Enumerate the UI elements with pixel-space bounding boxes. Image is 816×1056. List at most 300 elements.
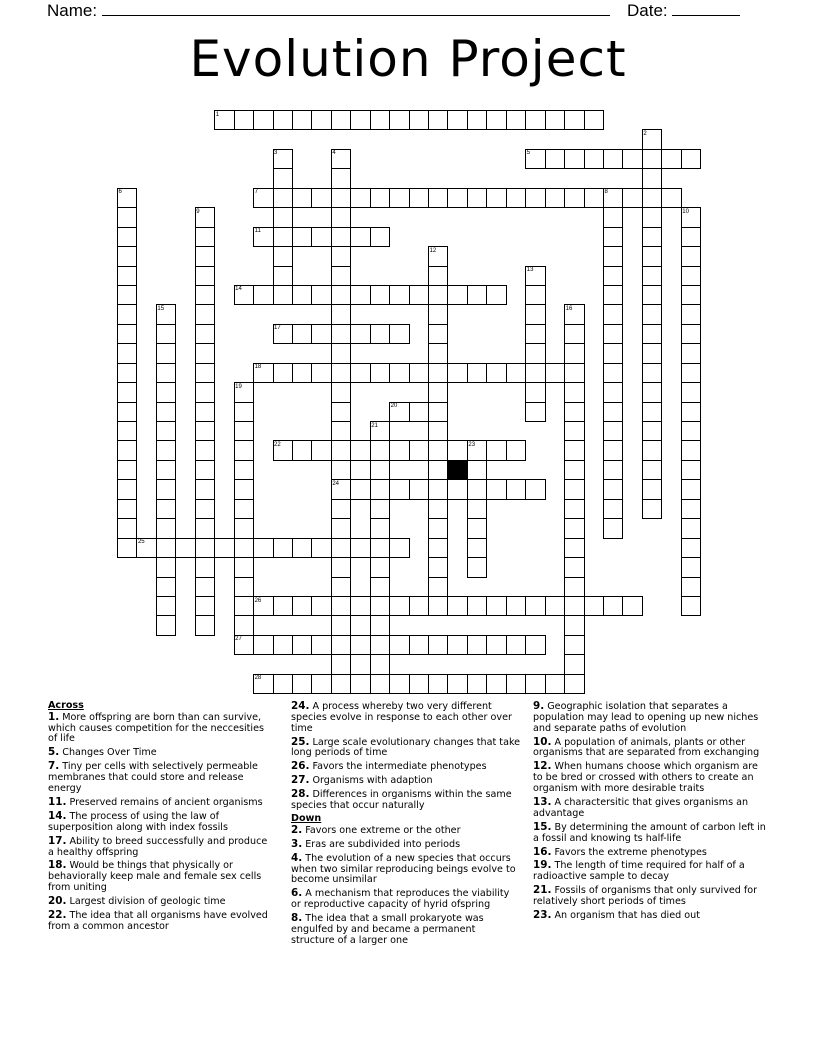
grid-cell[interactable] (370, 577, 390, 597)
grid-cell[interactable] (234, 538, 254, 558)
grid-cell[interactable] (564, 382, 584, 402)
grid-cell[interactable] (564, 674, 584, 694)
grid-cell[interactable] (681, 149, 701, 169)
grid-cell[interactable] (370, 188, 390, 208)
grid-cell[interactable] (428, 460, 448, 480)
grid-cell[interactable] (642, 382, 662, 402)
grid-cell[interactable] (234, 479, 254, 499)
grid-cell[interactable] (525, 110, 545, 130)
grid-cell[interactable] (292, 363, 312, 383)
grid-cell[interactable] (331, 227, 351, 247)
grid-cell[interactable] (428, 382, 448, 402)
grid-cell[interactable] (661, 149, 681, 169)
grid-cell[interactable] (564, 110, 584, 130)
grid-cell[interactable] (370, 440, 390, 460)
grid-cell[interactable] (311, 285, 331, 305)
grid-cell[interactable] (350, 227, 370, 247)
grid-cell[interactable] (681, 499, 701, 519)
grid-cell[interactable] (681, 440, 701, 460)
grid-cell[interactable] (447, 110, 467, 130)
grid-cell[interactable] (156, 615, 176, 635)
grid-cell[interactable] (292, 227, 312, 247)
grid-cell[interactable] (447, 674, 467, 694)
grid-cell[interactable] (370, 615, 390, 635)
grid-cell[interactable] (370, 635, 390, 655)
grid-cell[interactable] (681, 402, 701, 422)
grid-cell[interactable] (525, 402, 545, 422)
grid-cell[interactable] (292, 596, 312, 616)
grid-cell[interactable] (389, 479, 409, 499)
grid-cell[interactable] (311, 674, 331, 694)
grid-cell[interactable] (273, 596, 293, 616)
grid-cell[interactable] (642, 324, 662, 344)
grid-cell[interactable] (603, 363, 623, 383)
grid-cell[interactable] (525, 635, 545, 655)
grid-cell[interactable] (273, 285, 293, 305)
grid-cell[interactable] (428, 304, 448, 324)
grid-cell[interactable] (292, 285, 312, 305)
grid-cell[interactable] (409, 110, 429, 130)
grid-cell[interactable] (117, 460, 137, 480)
grid-cell[interactable] (234, 460, 254, 480)
grid-cell[interactable] (681, 363, 701, 383)
grid-cell[interactable] (389, 324, 409, 344)
grid-cell[interactable] (681, 479, 701, 499)
grid-cell[interactable] (273, 538, 293, 558)
grid-cell[interactable] (681, 596, 701, 616)
grid-cell[interactable] (253, 110, 273, 130)
grid-cell[interactable] (545, 188, 565, 208)
grid-cell[interactable] (234, 440, 254, 460)
grid-cell[interactable] (428, 479, 448, 499)
grid-cell[interactable] (428, 324, 448, 344)
grid-cell[interactable] (331, 557, 351, 577)
grid-cell[interactable] (467, 635, 487, 655)
grid-cell[interactable] (603, 440, 623, 460)
grid-cell[interactable] (253, 635, 273, 655)
grid-cell[interactable] (311, 188, 331, 208)
grid-cell[interactable] (195, 440, 215, 460)
grid-cell[interactable] (195, 246, 215, 266)
grid-cell[interactable] (370, 460, 390, 480)
grid-cell[interactable] (117, 343, 137, 363)
grid-cell[interactable] (603, 324, 623, 344)
grid-cell[interactable] (117, 207, 137, 227)
grid-cell[interactable] (370, 596, 390, 616)
grid-cell[interactable] (447, 440, 467, 460)
grid-cell[interactable] (409, 674, 429, 694)
grid-cell[interactable] (331, 110, 351, 130)
grid-cell[interactable] (642, 285, 662, 305)
grid-cell[interactable] (622, 149, 642, 169)
grid-cell[interactable] (564, 577, 584, 597)
grid-cell[interactable] (273, 227, 293, 247)
grid-cell[interactable] (195, 421, 215, 441)
grid-cell[interactable] (370, 518, 390, 538)
grid-cell[interactable] (506, 674, 526, 694)
grid-cell[interactable] (234, 110, 254, 130)
grid-cell[interactable] (234, 615, 254, 635)
grid-cell[interactable] (350, 596, 370, 616)
grid-cell[interactable] (311, 635, 331, 655)
grid-cell[interactable] (525, 304, 545, 324)
grid-cell[interactable] (292, 188, 312, 208)
grid-cell[interactable] (234, 421, 254, 441)
grid-cell[interactable] (603, 518, 623, 538)
grid-cell[interactable] (564, 635, 584, 655)
grid-cell[interactable] (681, 421, 701, 441)
grid-cell[interactable] (525, 596, 545, 616)
grid-cell[interactable] (389, 188, 409, 208)
grid-cell[interactable] (428, 110, 448, 130)
grid-cell[interactable] (486, 674, 506, 694)
grid-cell[interactable] (350, 285, 370, 305)
grid-cell[interactable] (564, 343, 584, 363)
grid-cell[interactable] (642, 246, 662, 266)
grid-cell[interactable] (525, 343, 545, 363)
grid-cell[interactable] (603, 227, 623, 247)
grid-cell[interactable] (331, 654, 351, 674)
grid-cell[interactable] (467, 674, 487, 694)
grid-cell[interactable] (195, 304, 215, 324)
grid-cell[interactable] (331, 538, 351, 558)
grid-cell[interactable] (603, 207, 623, 227)
grid-cell[interactable] (117, 538, 137, 558)
grid-cell[interactable] (195, 557, 215, 577)
grid-cell[interactable] (156, 518, 176, 538)
grid-cell[interactable] (311, 538, 331, 558)
grid-cell[interactable] (117, 421, 137, 441)
grid-cell[interactable] (273, 266, 293, 286)
grid-cell[interactable] (642, 149, 662, 169)
grid-cell[interactable] (409, 402, 429, 422)
grid-cell[interactable] (564, 557, 584, 577)
grid-cell[interactable] (603, 246, 623, 266)
grid-cell[interactable] (117, 382, 137, 402)
grid-cell[interactable] (642, 168, 662, 188)
grid-cell[interactable] (292, 324, 312, 344)
grid-cell[interactable] (234, 577, 254, 597)
grid-cell[interactable] (156, 343, 176, 363)
grid-cell[interactable] (642, 266, 662, 286)
grid-cell[interactable] (117, 499, 137, 519)
grid-cell[interactable] (370, 499, 390, 519)
grid-cell[interactable] (467, 363, 487, 383)
grid-cell[interactable] (389, 635, 409, 655)
grid-cell[interactable] (409, 596, 429, 616)
grid-cell[interactable] (564, 421, 584, 441)
grid-cell[interactable] (564, 538, 584, 558)
grid-cell[interactable] (117, 402, 137, 422)
grid-cell[interactable] (447, 635, 467, 655)
grid-cell[interactable] (428, 343, 448, 363)
grid-cell[interactable] (681, 538, 701, 558)
grid-cell[interactable] (156, 538, 176, 558)
grid-cell[interactable] (117, 246, 137, 266)
grid-cell[interactable] (117, 304, 137, 324)
grid-cell[interactable] (603, 460, 623, 480)
grid-cell[interactable] (195, 285, 215, 305)
grid-cell[interactable] (331, 402, 351, 422)
grid-cell[interactable] (545, 674, 565, 694)
grid-cell[interactable] (292, 110, 312, 130)
grid-cell[interactable] (331, 615, 351, 635)
grid-cell[interactable] (156, 499, 176, 519)
grid-cell[interactable] (350, 479, 370, 499)
grid-cell[interactable] (273, 207, 293, 227)
grid-cell[interactable] (642, 343, 662, 363)
grid-cell[interactable] (681, 518, 701, 538)
grid-cell[interactable] (467, 460, 487, 480)
grid-cell[interactable] (428, 577, 448, 597)
grid-cell[interactable] (428, 402, 448, 422)
grid-cell[interactable] (486, 440, 506, 460)
grid-cell[interactable] (370, 674, 390, 694)
grid-cell[interactable] (467, 479, 487, 499)
grid-cell[interactable] (428, 266, 448, 286)
grid-cell[interactable] (331, 363, 351, 383)
grid-cell[interactable] (506, 363, 526, 383)
grid-cell[interactable] (292, 674, 312, 694)
grid-cell[interactable] (370, 479, 390, 499)
grid-cell[interactable] (350, 188, 370, 208)
grid-cell[interactable] (428, 440, 448, 460)
grid-cell[interactable] (603, 402, 623, 422)
grid-cell[interactable] (331, 343, 351, 363)
grid-cell[interactable] (564, 596, 584, 616)
grid-cell[interactable] (273, 110, 293, 130)
grid-cell[interactable] (486, 110, 506, 130)
grid-cell[interactable] (273, 674, 293, 694)
grid-cell[interactable] (525, 188, 545, 208)
grid-cell[interactable] (195, 518, 215, 538)
grid-cell[interactable] (564, 363, 584, 383)
grid-cell[interactable] (603, 343, 623, 363)
grid-cell[interactable] (467, 518, 487, 538)
grid-cell[interactable] (486, 635, 506, 655)
grid-cell[interactable] (156, 363, 176, 383)
grid-cell[interactable] (486, 479, 506, 499)
grid-cell[interactable] (370, 285, 390, 305)
grid-cell[interactable] (545, 363, 565, 383)
grid-cell[interactable] (195, 402, 215, 422)
grid-cell[interactable] (681, 557, 701, 577)
grid-cell[interactable] (156, 324, 176, 344)
grid-cell[interactable] (506, 440, 526, 460)
grid-cell[interactable] (486, 363, 506, 383)
grid-cell[interactable] (506, 479, 526, 499)
grid-cell[interactable] (681, 343, 701, 363)
grid-cell[interactable] (292, 538, 312, 558)
grid-cell[interactable] (370, 363, 390, 383)
grid-cell[interactable] (370, 110, 390, 130)
grid-cell[interactable] (525, 285, 545, 305)
grid-cell[interactable] (195, 343, 215, 363)
grid-cell[interactable] (331, 382, 351, 402)
grid-cell[interactable] (195, 479, 215, 499)
grid-cell[interactable] (428, 674, 448, 694)
grid-cell[interactable] (467, 188, 487, 208)
grid-cell[interactable] (447, 363, 467, 383)
grid-cell[interactable] (428, 518, 448, 538)
grid-cell[interactable] (564, 460, 584, 480)
grid-cell[interactable] (331, 168, 351, 188)
grid-cell[interactable] (195, 538, 215, 558)
grid-cell[interactable] (195, 363, 215, 383)
grid-cell[interactable] (564, 324, 584, 344)
grid-cell[interactable] (564, 402, 584, 422)
grid-cell[interactable] (525, 479, 545, 499)
grid-cell[interactable] (447, 285, 467, 305)
grid-cell[interactable] (681, 246, 701, 266)
grid-cell[interactable] (661, 188, 681, 208)
grid-cell[interactable] (292, 635, 312, 655)
grid-cell[interactable] (331, 499, 351, 519)
grid-cell[interactable] (622, 596, 642, 616)
grid-cell[interactable] (117, 479, 137, 499)
grid-cell[interactable] (428, 538, 448, 558)
grid-cell[interactable] (642, 479, 662, 499)
grid-cell[interactable] (467, 538, 487, 558)
grid-cell[interactable] (350, 440, 370, 460)
grid-cell[interactable] (642, 421, 662, 441)
grid-cell[interactable] (311, 363, 331, 383)
grid-cell[interactable] (681, 285, 701, 305)
grid-cell[interactable] (156, 479, 176, 499)
grid-cell[interactable] (545, 149, 565, 169)
grid-cell[interactable] (681, 460, 701, 480)
grid-cell[interactable] (214, 538, 234, 558)
grid-cell[interactable] (564, 499, 584, 519)
grid-cell[interactable] (234, 402, 254, 422)
grid-cell[interactable] (642, 207, 662, 227)
grid-cell[interactable] (525, 674, 545, 694)
grid-cell[interactable] (428, 596, 448, 616)
grid-cell[interactable] (175, 538, 195, 558)
grid-cell[interactable] (234, 596, 254, 616)
grid-cell[interactable] (584, 596, 604, 616)
grid-cell[interactable] (370, 557, 390, 577)
grid-cell[interactable] (642, 188, 662, 208)
grid-cell[interactable] (486, 188, 506, 208)
grid-cell[interactable] (603, 596, 623, 616)
grid-cell[interactable] (350, 324, 370, 344)
grid-cell[interactable] (292, 440, 312, 460)
grid-cell[interactable] (564, 149, 584, 169)
grid-cell[interactable] (156, 402, 176, 422)
grid-cell[interactable] (428, 499, 448, 519)
grid-cell[interactable] (370, 654, 390, 674)
grid-cell[interactable] (370, 538, 390, 558)
grid-cell[interactable] (603, 421, 623, 441)
grid-cell[interactable] (486, 596, 506, 616)
grid-cell[interactable] (389, 363, 409, 383)
grid-cell[interactable] (622, 188, 642, 208)
grid-cell[interactable] (389, 674, 409, 694)
grid-cell[interactable] (350, 363, 370, 383)
grid-cell[interactable] (350, 674, 370, 694)
grid-cell[interactable] (331, 246, 351, 266)
grid-cell[interactable] (195, 615, 215, 635)
grid-cell[interactable] (273, 246, 293, 266)
grid-cell[interactable] (564, 479, 584, 499)
grid-cell[interactable] (447, 596, 467, 616)
grid-cell[interactable] (331, 518, 351, 538)
grid-cell[interactable] (331, 577, 351, 597)
grid-cell[interactable] (447, 479, 467, 499)
grid-cell[interactable] (117, 440, 137, 460)
grid-cell[interactable] (584, 110, 604, 130)
grid-cell[interactable] (584, 149, 604, 169)
grid-cell[interactable] (467, 596, 487, 616)
grid-cell[interactable] (331, 421, 351, 441)
grid-cell[interactable] (311, 110, 331, 130)
grid-cell[interactable] (370, 227, 390, 247)
grid-cell[interactable] (156, 557, 176, 577)
grid-cell[interactable] (389, 440, 409, 460)
grid-cell[interactable] (428, 635, 448, 655)
grid-cell[interactable] (117, 363, 137, 383)
grid-cell[interactable] (117, 518, 137, 538)
grid-cell[interactable] (331, 324, 351, 344)
grid-cell[interactable] (195, 596, 215, 616)
grid-cell[interactable] (409, 440, 429, 460)
grid-cell[interactable] (681, 227, 701, 247)
grid-cell[interactable] (603, 285, 623, 305)
grid-cell[interactable] (156, 440, 176, 460)
grid-cell[interactable] (642, 402, 662, 422)
grid-cell[interactable] (331, 207, 351, 227)
grid-cell[interactable] (156, 460, 176, 480)
grid-cell[interactable] (253, 285, 273, 305)
grid-cell[interactable] (564, 654, 584, 674)
grid-cell[interactable] (545, 596, 565, 616)
grid-cell[interactable] (603, 499, 623, 519)
grid-cell[interactable] (195, 324, 215, 344)
grid-cell[interactable] (156, 421, 176, 441)
grid-cell[interactable] (350, 538, 370, 558)
grid-cell[interactable] (467, 499, 487, 519)
grid-cell[interactable] (331, 460, 351, 480)
grid-cell[interactable] (603, 149, 623, 169)
grid-cell[interactable] (389, 538, 409, 558)
grid-cell[interactable] (331, 440, 351, 460)
grid-cell[interactable] (681, 324, 701, 344)
grid-cell[interactable] (564, 615, 584, 635)
grid-cell[interactable] (117, 227, 137, 247)
grid-cell[interactable] (195, 577, 215, 597)
grid-cell[interactable] (234, 518, 254, 538)
grid-cell[interactable] (273, 188, 293, 208)
grid-cell[interactable] (525, 382, 545, 402)
grid-cell[interactable] (389, 285, 409, 305)
grid-cell[interactable] (273, 168, 293, 188)
grid-cell[interactable] (195, 382, 215, 402)
grid-cell[interactable] (428, 421, 448, 441)
grid-cell[interactable] (311, 440, 331, 460)
grid-cell[interactable] (331, 188, 351, 208)
grid-cell[interactable] (195, 266, 215, 286)
grid-cell[interactable] (467, 285, 487, 305)
grid-cell[interactable] (428, 363, 448, 383)
grid-cell[interactable] (331, 304, 351, 324)
grid-cell[interactable] (311, 596, 331, 616)
grid-cell[interactable] (564, 188, 584, 208)
grid-cell[interactable] (564, 440, 584, 460)
grid-cell[interactable] (311, 324, 331, 344)
grid-cell[interactable] (273, 635, 293, 655)
grid-cell[interactable] (525, 324, 545, 344)
